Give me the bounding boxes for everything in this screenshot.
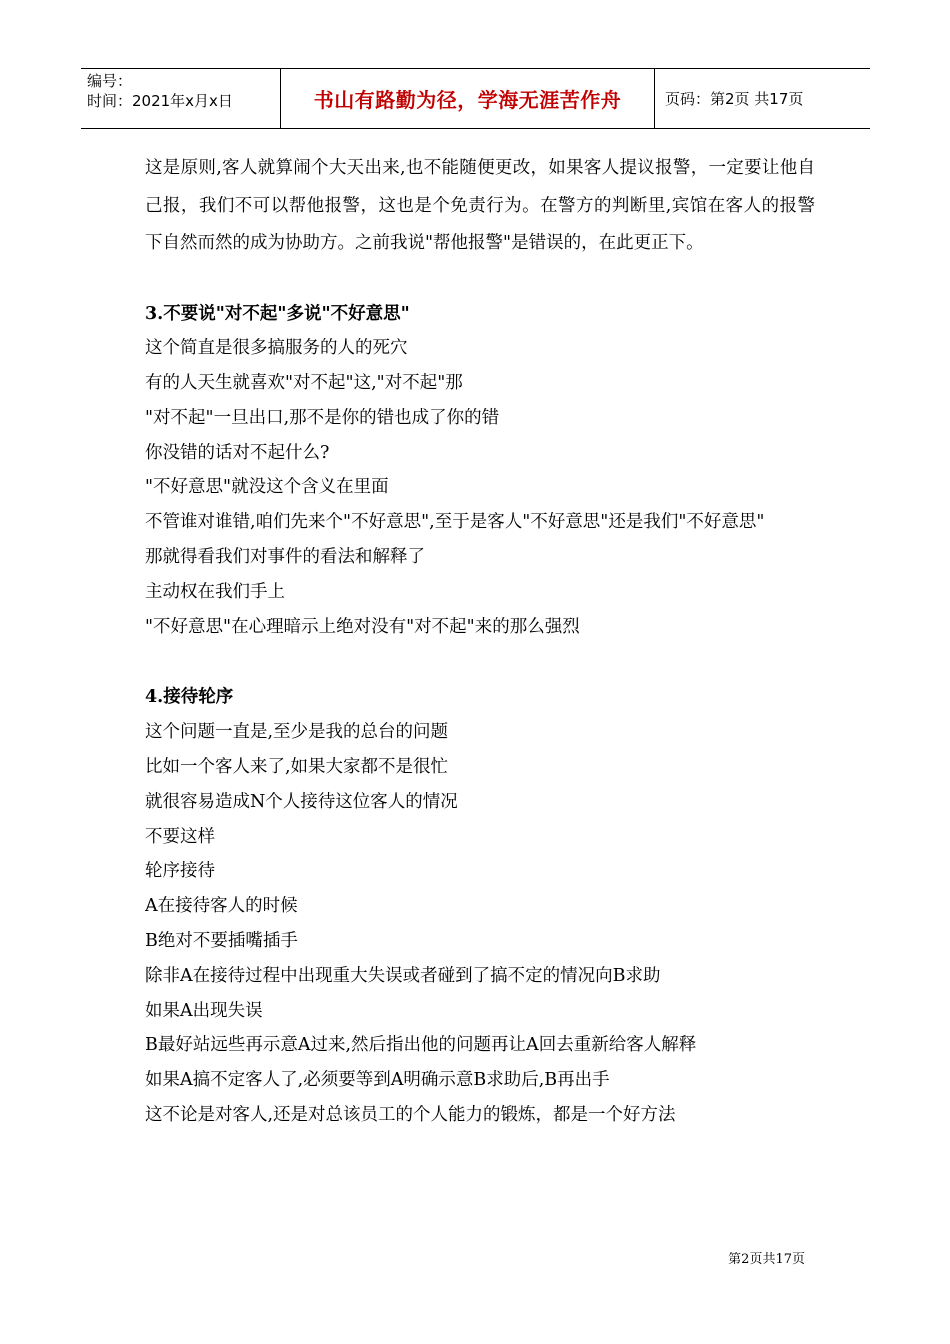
intro-paragraph: 这是原则,客人就算闹个大天出来,也不能随便更改，如果客人提议报警，一定要让他自己报，我们不可以帮他报警，这也是个免责行为。在警方的判断里,宾馆在客人的报警下自然而然的成为协助方。之前我说"帮他报警"是错误的，在此更正下。 <box>145 158 815 253</box>
section-4-line: 比如一个客人来了,如果大家都不是很忙 <box>145 757 449 778</box>
section-4-line: 如果A搞不定客人了,必须要等到A明确示意B求助后,B再出手 <box>145 1070 610 1091</box>
section-4-line: A在接待客人的时候 <box>145 896 298 917</box>
section-4-title: 4.接待轮序 <box>145 687 234 708</box>
section-3-line: 那就得看我们对事件的看法和解释了 <box>145 547 425 568</box>
section-3-line: "不好意思"就没这个含义在里面 <box>145 477 389 498</box>
section-4-line: 这个问题一直是,至少是我的总台的问题 <box>145 722 449 743</box>
document-body <box>145 150 815 1133</box>
time-label: 时间：2021年x月x日 <box>87 92 233 110</box>
section-4-line: 不要这样 <box>145 826 215 847</box>
page-footer: 第2页共17页 <box>728 1252 805 1267</box>
section-3-line: 不管谁对谁错,咱们先来个"不好意思",至于是客人"不好意思"还是我们"不好意思" <box>145 512 765 533</box>
section-3-line: 主动权在我们手上 <box>145 581 285 602</box>
section-3-line: 你没错的话对不起什么? <box>145 442 330 463</box>
section-3-line: "对不起"一旦出口,那不是你的错也成了你的错 <box>145 407 500 428</box>
section-3-line: 这个简直是很多搞服务的人的死穴 <box>145 338 408 359</box>
header-meta-cell <box>81 69 281 128</box>
section-3-line: 有的人天生就喜欢"对不起"这,"对不起"那 <box>145 373 463 394</box>
header-table <box>81 68 870 129</box>
header-motto-cell <box>281 69 655 128</box>
section-4-line: 这不论是对客人,还是对总该员工的个人能力的锻炼，都是一个好方法 <box>145 1105 676 1126</box>
spacer <box>145 263 815 297</box>
motto-text: 书山有路勤为径，学海无涯苦作舟 <box>313 88 622 112</box>
section-4-line: 就很容易造成N个人接待这位客人的情况 <box>145 791 458 812</box>
section-4-line: B绝对不要插嘴插手 <box>145 931 298 952</box>
number-label: 编号： <box>87 72 133 90</box>
page-label: 页码：第2页 共17页 <box>665 90 804 108</box>
section-3-title: 3.不要说"对不起"多说"不好意思" <box>145 303 410 324</box>
section-3-line: "不好意思"在心理暗示上绝对没有"对不起"来的那么强烈 <box>145 616 580 637</box>
section-4-line: 除非A在接待过程中出现重大失误或者碰到了搞不定的情况向B求助 <box>145 965 661 986</box>
header-page-cell <box>655 69 870 128</box>
spacer <box>145 644 815 680</box>
section-4-line: 轮序接待 <box>145 861 215 882</box>
section-4-line: B最好站远些再示意A过来,然后指出他的问题再让A回去重新给客人解释 <box>145 1035 697 1056</box>
section-4-line: 如果A出现失误 <box>145 1000 263 1021</box>
